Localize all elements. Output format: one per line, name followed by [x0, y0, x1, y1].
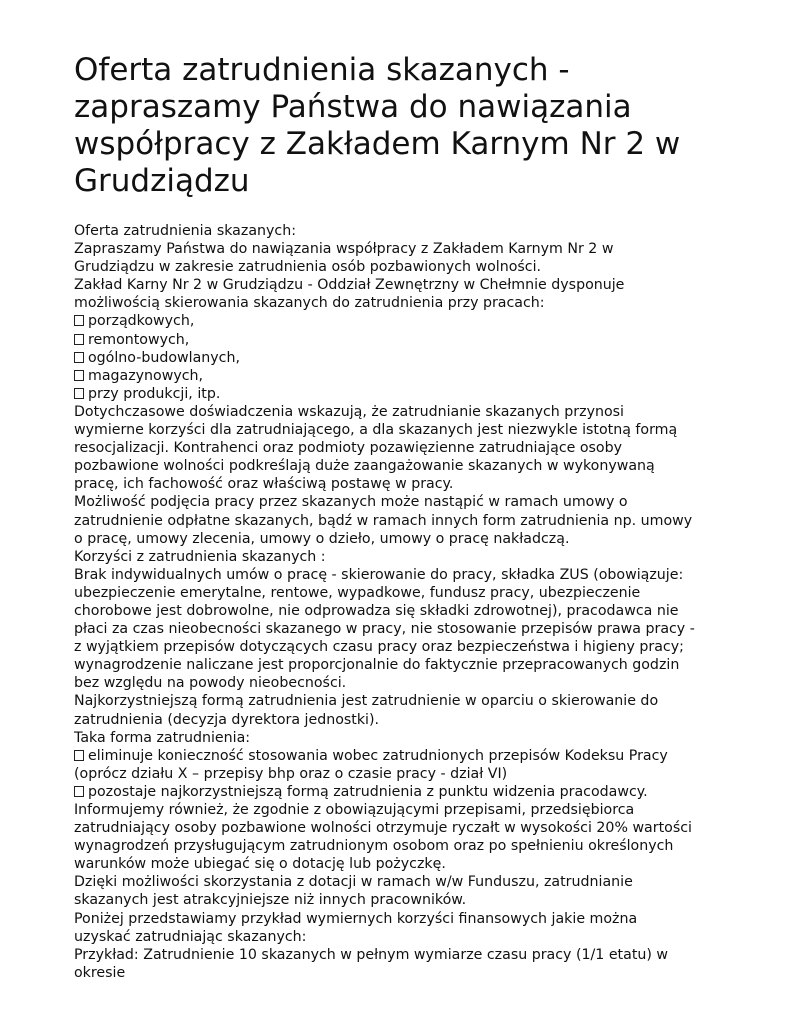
title-line: Oferta zatrudnienia skazanych -: [74, 52, 570, 88]
bullet-text: eliminuje konieczność stosowania wobec zatrudnionych przepisów Kodeksu Pracy: [88, 747, 668, 764]
text-line: Dzięki możliwości skorzystania z dotacji w ramach w/w Funduszu, zatrudnianie: [74, 874, 633, 891]
text-line: Poniżej przedstawiamy przykład wymiernych korzyści finansowych jakie można: [74, 910, 638, 927]
text-line: Taka forma zatrudnienia:: [74, 729, 251, 746]
bullet-item: [74, 747, 764, 765]
bullet-text: remontowych,: [88, 331, 190, 348]
bullet-text: magazynowych,: [88, 367, 204, 384]
text-line: bez względu na powody nieobecności.: [74, 675, 347, 692]
text-line: pozbawione wolności podkreślają duże zaangażowanie skazanych w wykonywaną: [74, 458, 655, 475]
text-line: zatrudniający osoby pozbawione wolności otrzymuje ryczałt w wysokości 20% wartości: [74, 820, 692, 837]
text-line: chorobowe jest dobrowolne, nie odprowadza się składki zdrowotnej), pracodawca nie: [74, 602, 679, 619]
bullet-box-icon: [74, 334, 84, 345]
text-line: uzyskać zatrudniając skazanych:: [74, 928, 307, 945]
text-line: Informujemy również, że zgodnie z obowiązującymi przepisami, przedsiębiorca: [74, 802, 635, 818]
bullet-text: porządkowych,: [88, 313, 195, 330]
text-line: Zapraszamy Państwa do nawiązania współpracy z Zakładem Karnym Nr 2 w: [74, 241, 614, 258]
text-line: warunków może ubiegać się o dotację lub pożyczkę.: [74, 856, 446, 873]
text-line: Brak indywidualnych umów o pracę - skierowanie do pracy, składka ZUS (obowiązuje:: [74, 566, 684, 583]
text-line: wynagrodzenie naliczane jest proporcjonalnie do faktycznie przepracowanych godzin: [74, 657, 680, 674]
title-line: zapraszamy Państwa do nawiązania: [74, 89, 632, 125]
text-line: Grudziądzu w zakresie zatrudnienia osób pozbawionych wolności.: [74, 259, 542, 276]
bullet-box-icon: [74, 370, 84, 381]
bullet-item: [74, 312, 764, 330]
document-body: [74, 222, 764, 982]
text-line: zatrudnienie odpłatne skazanych, bądź w ramach innych form zatrudnienia np. umowy: [74, 512, 693, 529]
text-line: Możliwość podjęcia pracy przez skazanych może nastąpić w ramach umowy o: [74, 494, 628, 511]
text-line: Zakład Karny Nr 2 w Grudziądzu - Oddział Zewnętrzny w Chełmnie dysponuje: [74, 277, 625, 294]
bullet-item: [74, 783, 764, 801]
text-line: resocjalizacji. Kontrahenci oraz podmioty pozawięzienne zatrudniające osoby: [74, 440, 623, 457]
bullet-box-icon: [74, 388, 84, 399]
title-line: Grudziądzu: [74, 163, 250, 199]
text-line: płaci za czas nieobecności skazanego w pracy, nie stosowanie przepisów prawa pracy -: [74, 621, 695, 638]
text-line: Korzyści z zatrudnienia skazanych :: [74, 548, 326, 565]
text-line: Najkorzystniejszą formą zatrudnienia jest zatrudnienie w oparciu o skierowanie do: [74, 693, 659, 710]
bullet-box-icon: [74, 786, 84, 797]
bullet-text: pozostaje najkorzystniejszą formą zatrudnienia z punktu widzenia pracodawcy.: [88, 783, 648, 800]
bullet-item: [74, 385, 764, 403]
text-line: o pracę, umowy zlecenia, umowy o dzieło, umowy o pracę nakładczą.: [74, 530, 570, 547]
text-line: (oprócz działu X – przepisy bhp oraz o czasie pracy - dział VI): [74, 765, 508, 782]
text-line: Przykład: Zatrudnienie 10 skazanych w pełnym wymiarze czasu pracy (1/1 etatu) w: [74, 946, 669, 963]
bullet-box-icon: [74, 750, 84, 761]
bullet-box-icon: [74, 352, 84, 363]
document-page: [74, 52, 764, 982]
bullet-text: przy produkcji, itp.: [88, 385, 221, 402]
text-line: Oferta zatrudnienia skazanych:: [74, 223, 296, 239]
text-line: zatrudnienia (decyzja dyrektora jednostki).: [74, 711, 380, 728]
text-line: Dotychczasowe doświadczenia wskazują, że zatrudnianie skazanych przynosi: [74, 403, 624, 420]
page-title: [74, 52, 764, 200]
text-line: wynagrodzeń przysługującym zatrudnionym osobom oraz po spełnieniu określonych: [74, 838, 674, 855]
text-line: ubezpieczenie emerytalne, rentowe, wypadkowe, fundusz pracy, ubezpieczenie: [74, 584, 641, 601]
bullet-item: [74, 367, 764, 385]
bullet-item: [74, 349, 764, 367]
text-line: z wyjątkiem przepisów dotyczących czasu pracy oraz bezpieczeństwa i higieny pracy;: [74, 639, 684, 656]
bullet-box-icon: [74, 315, 84, 326]
text-line: okresie: [74, 964, 126, 981]
text-line: wymierne korzyści dla zatrudniającego, a dla skazanych jest niezwykle istotną formą: [74, 422, 678, 439]
bullet-text: ogólno-budowlanych,: [88, 349, 240, 366]
text-line: możliwością skierowania skazanych do zatrudnienia przy pracach:: [74, 295, 545, 312]
bullet-item: [74, 331, 764, 349]
text-line: skazanych jest atrakcyjniejsze niż innych pracowników.: [74, 892, 467, 909]
text-line: pracę, ich fachowość oraz właściwą postawę w pracy.: [74, 476, 454, 493]
title-line: współpracy z Zakładem Karnym Nr 2 w: [74, 126, 681, 162]
